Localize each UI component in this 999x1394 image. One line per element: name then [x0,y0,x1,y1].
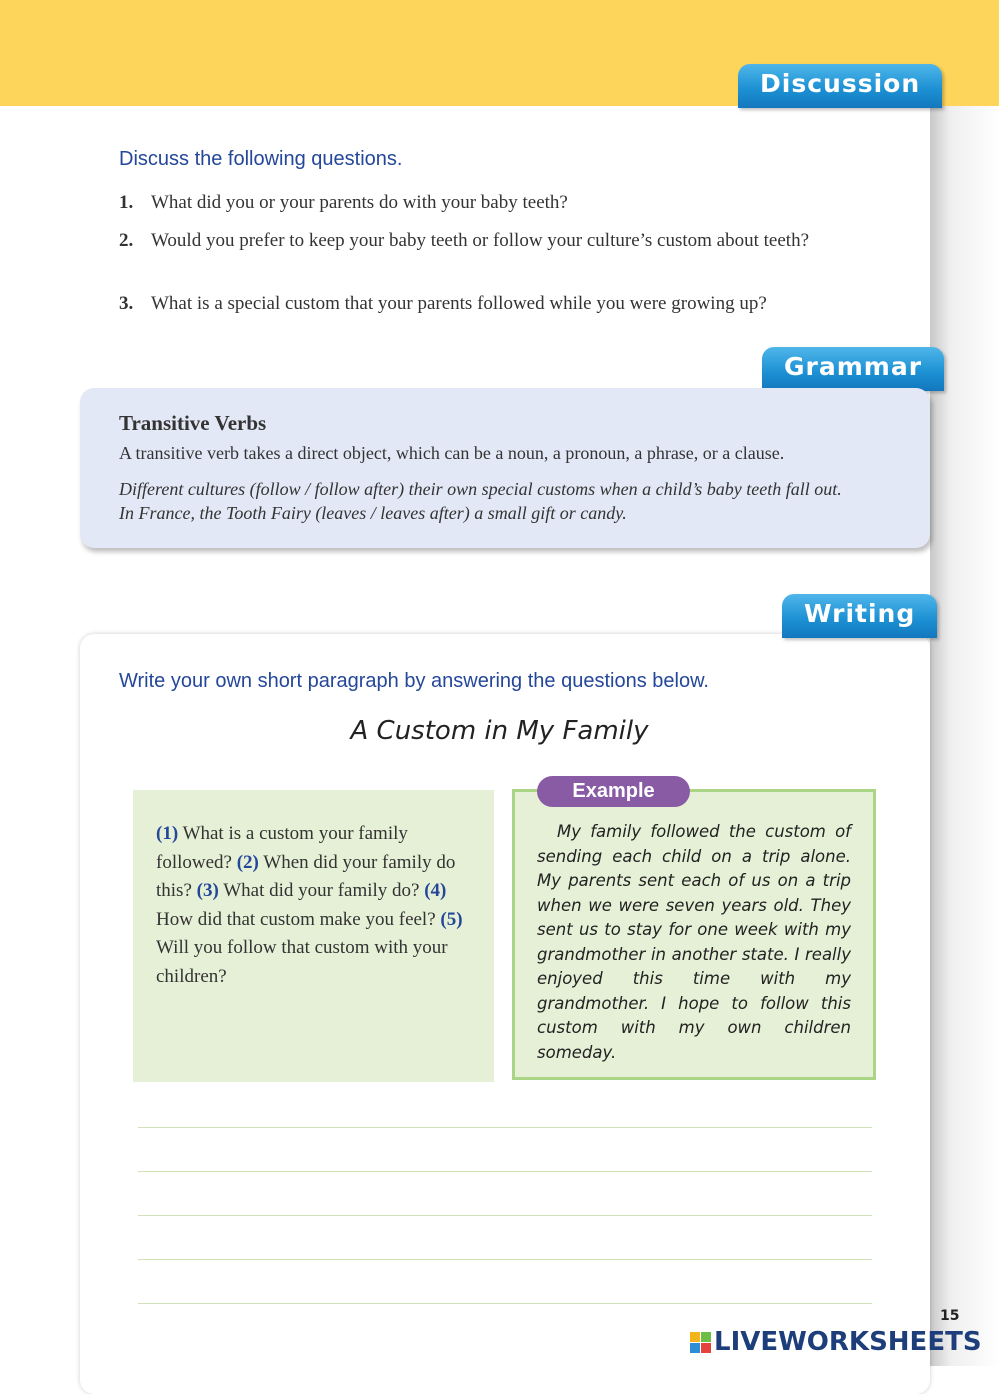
question-3 [119,291,879,317]
prompt-text: What did your family do? [218,880,425,901]
question-text: What is a special custom that your parents followed while you were growing up? [151,293,767,314]
grammar-example-1: Different cultures (follow / follow after) their own special customs when a child’s baby teeth fall out. [119,479,842,499]
example-label: Example [537,776,690,807]
liveworksheets-logo [690,1327,982,1357]
question-text: What did you or your parents do with your baby teeth? [151,192,568,213]
answer-line[interactable] [138,1171,872,1172]
discussion-instruction: Discuss the following questions. [119,148,403,170]
page-number: 15 [940,1308,960,1324]
example-text: My family followed the custom of sending each child on a trip alone. My parents sent each of us on a trip when we were seven years old. They sent us to stay for one week with my grandmother in another state. I really enjoyed this time with my grandmother. I hope to follow this custom with my own children someday. [537,822,851,1062]
prompt-text: How did that custom make you feel? [156,908,441,930]
prompt-number: (4) [424,880,447,901]
answer-line[interactable] [138,1259,872,1260]
grammar-title: Transitive Verbs [119,411,267,435]
grammar-tab: Grammar [762,347,944,391]
discussion-tab: Discussion [738,64,942,108]
answer-line[interactable] [138,1215,872,1216]
grammar-box [80,388,930,548]
question-text: Would you prefer to keep your baby teeth or follow your culture’s custom about teeth? [151,230,810,251]
logo-icon [690,1332,711,1353]
prompt-box [133,790,494,1082]
prompt-text: Will you follow that custom with your children? [156,937,448,987]
question-2 [119,228,879,254]
writing-tab: Writing [782,594,937,638]
logo-text: LIVEWORKSHEETS [714,1327,982,1357]
example-box [512,789,876,1080]
writing-instruction: Write your own short paragraph by answering the questions below. [119,670,709,692]
answer-line[interactable] [138,1127,872,1128]
question-number: 3. [119,293,134,314]
prompt-text: When did your family do this? [156,851,456,901]
prompt-number: (3) [196,880,219,901]
question-number: 2. [119,230,134,251]
prompt-text: What is a custom your family followed? [156,823,408,873]
answer-line[interactable] [138,1303,872,1304]
prompt-number: (1) [156,823,179,844]
grammar-example-2: In France, the Tooth Fairy (leaves / leaves after) a small gift or candy. [119,503,627,523]
prompt-number: (5) [440,908,463,930]
question-1 [119,190,879,216]
prompt-number: (2) [236,851,259,873]
question-number: 1. [119,192,134,213]
writing-title: A Custom in My Family [350,716,649,746]
grammar-definition: A transitive verb takes a direct object, which can be a noun, a pronoun, a phrase, or a clause. [119,443,785,463]
